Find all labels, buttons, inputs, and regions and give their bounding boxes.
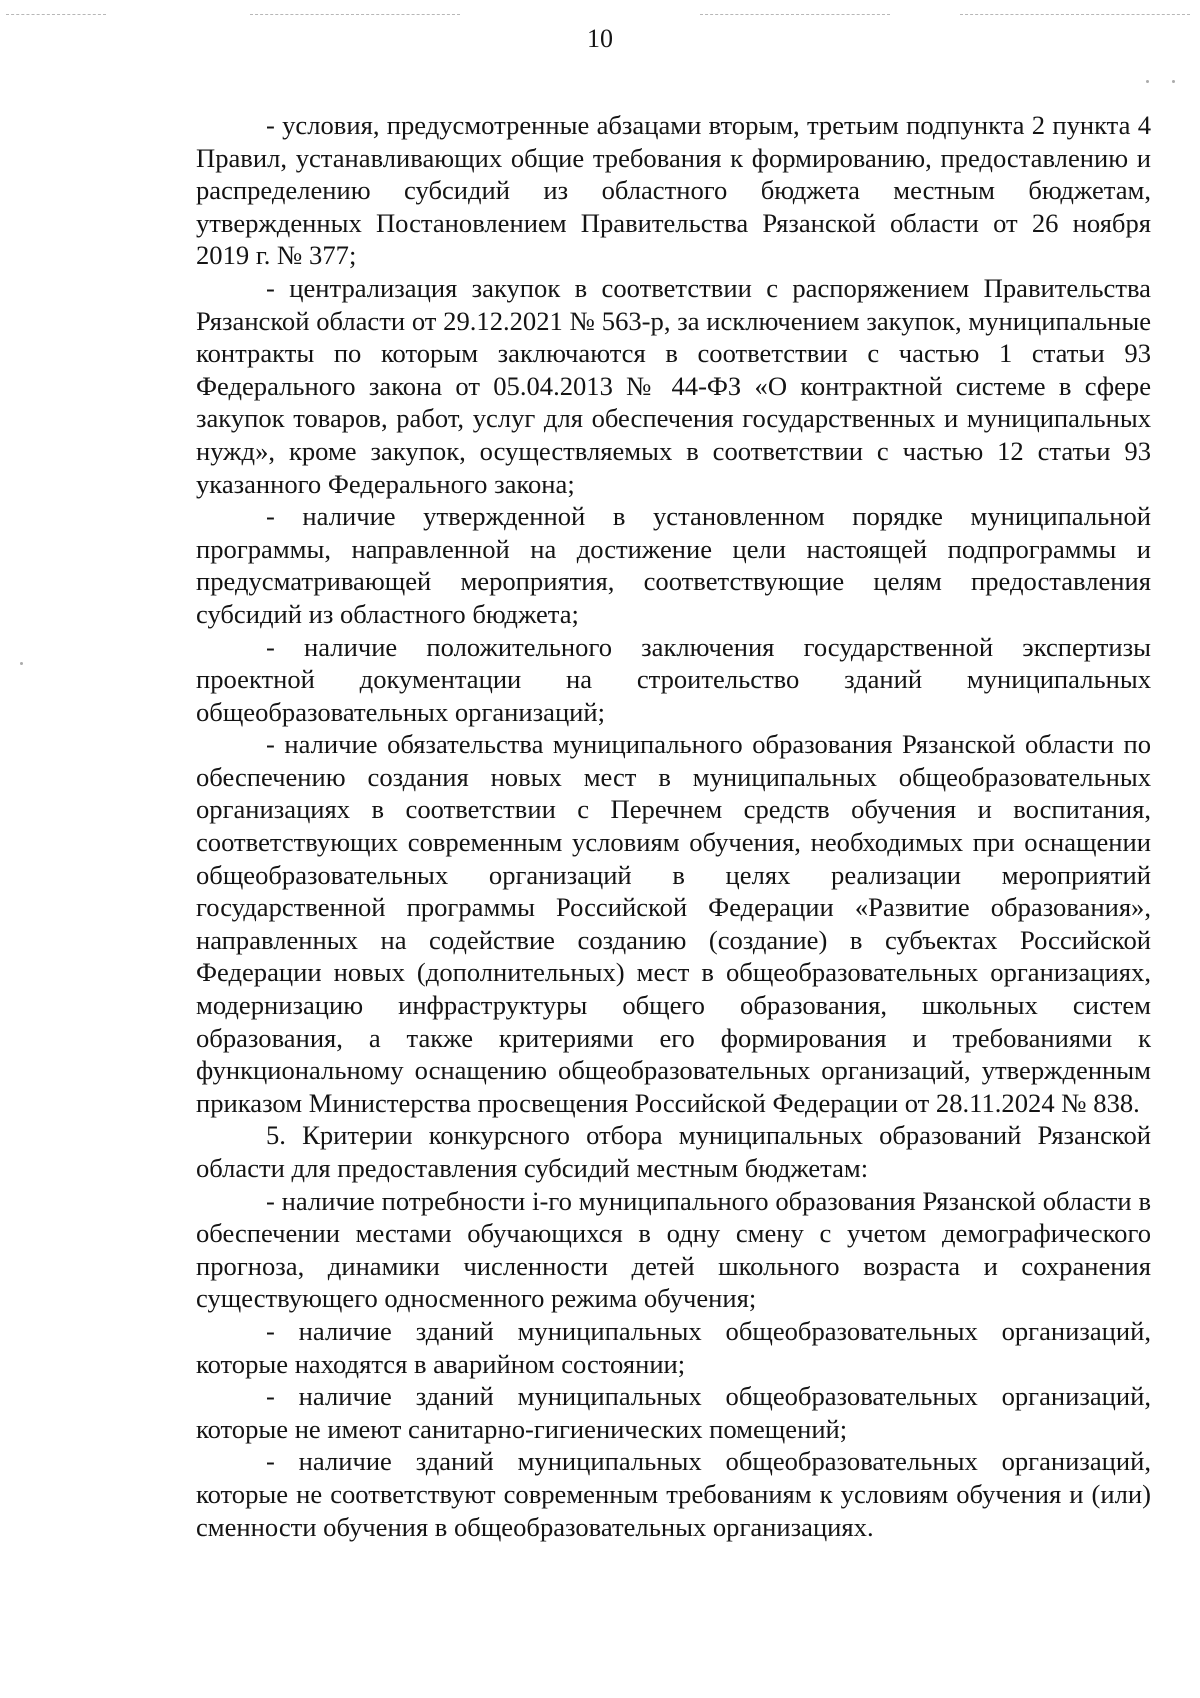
paragraph-criterion-sanitary-facilities: - наличие зданий муниципальных общеобразовательных организаций, которые не имеют санитарно-гигиенических помещений; <box>196 1381 1151 1444</box>
scan-artifact-line <box>700 14 890 15</box>
scan-artifact-dot <box>1172 80 1175 83</box>
paragraph-criterion-modern-requirements: - наличие зданий муниципальных общеобразовательных организаций, которые не соответствуют современным требованиям к условиям обучения и (или) сменности обучения в общеобразовательных организациях. <box>196 1446 1151 1542</box>
paragraph-subsidy-conditions: - условия, предусмотренные абзацами вторым, третьим подпункта 2 пункта 4 Правил, устанавливающих общие требования к формированию, предоставлению и распределению субсидий из областного бюджета местным бюджетам, утвержденных Постановлением Правительства Рязанской области от 26 ноября 2019 г. № 377; <box>196 110 1151 271</box>
paragraph-criterion-emergency-buildings: - наличие зданий муниципальных общеобразовательных организаций, которые находятся в аварийном состоянии; <box>196 1315 1151 1379</box>
scan-artifact-dot <box>1146 80 1149 83</box>
scan-artifact-line <box>960 14 1190 15</box>
scan-artifact-line <box>6 14 106 15</box>
scan-artifact-dot <box>20 662 23 665</box>
paragraph-criterion-single-shift: - наличие потребности i-го муниципального образования Рязанской области в обеспечении местами обучающихся в одну смену с учетом демографического прогноза, динамики численности детей школьного возраста и сохранения существующего односменного режима обучения; <box>196 1185 1151 1314</box>
paragraph-state-expertise: - наличие положительного заключения государственной экспертизы проектной документации на строительство зданий муниципальных общеобразовательных организаций; <box>196 631 1151 727</box>
paragraph-selection-criteria-heading: 5. Критерии конкурсного отбора муниципальных образований Рязанской области для предоставления субсидий местным бюджетам: <box>196 1120 1151 1183</box>
paragraph-procurement-centralization: - централизация закупок в соответствии с распоряжением Правительства Рязанской области от 29.12.2021 № 563-р, за исключением закупок, муниципальные контракты по которым заключаются в соответствии с частью 1 статьи 93 Федерального закона от 05.04.2013 № 44-ФЗ «О контрактной системе в сфере закупок товаров, работ, услуг для обеспечения государственных и муниципальных нужд», кроме закупок, осуществляемых в соответствии с частью 12 статьи 93 указанного Федерального закона; <box>196 272 1151 499</box>
paragraph-obligation-new-places: - наличие обязательства муниципального образования Рязанской области по обеспечению создания новых мест в муниципальных общеобразовательных организациях в соответствии с Перечнем средств обучения и воспитания, соответствующих современным условиям обучения, необходимых при оснащении общеобразовательных организаций в целях реализации мероприятий государственной программы Российской Федерации «Развитие образования», направленных на содействие созданию (создание) в субъектах Российской Федерации новых (дополнительных) мест в общеобразовательных организациях, модернизацию инфраструктуры общего образования, школьных систем образования, а также критериями его формирования и требованиями к функциональному оснащению общеобразовательных организаций, утвержденным приказом Министерства просвещения Российской Федерации от 28.11.2024 № 838. <box>196 729 1151 1118</box>
scan-artifact-line <box>250 14 460 15</box>
page-number: 10 <box>587 24 613 53</box>
document-body <box>196 109 1151 1543</box>
paragraph-municipal-program: - наличие утвержденной в установленном порядке муниципальной программы, направленной на достижение цели настоящей подпрограммы и предусматривающей мероприятия, соответствующие целям предоставления субсидий из областного бюджета; <box>196 501 1151 629</box>
